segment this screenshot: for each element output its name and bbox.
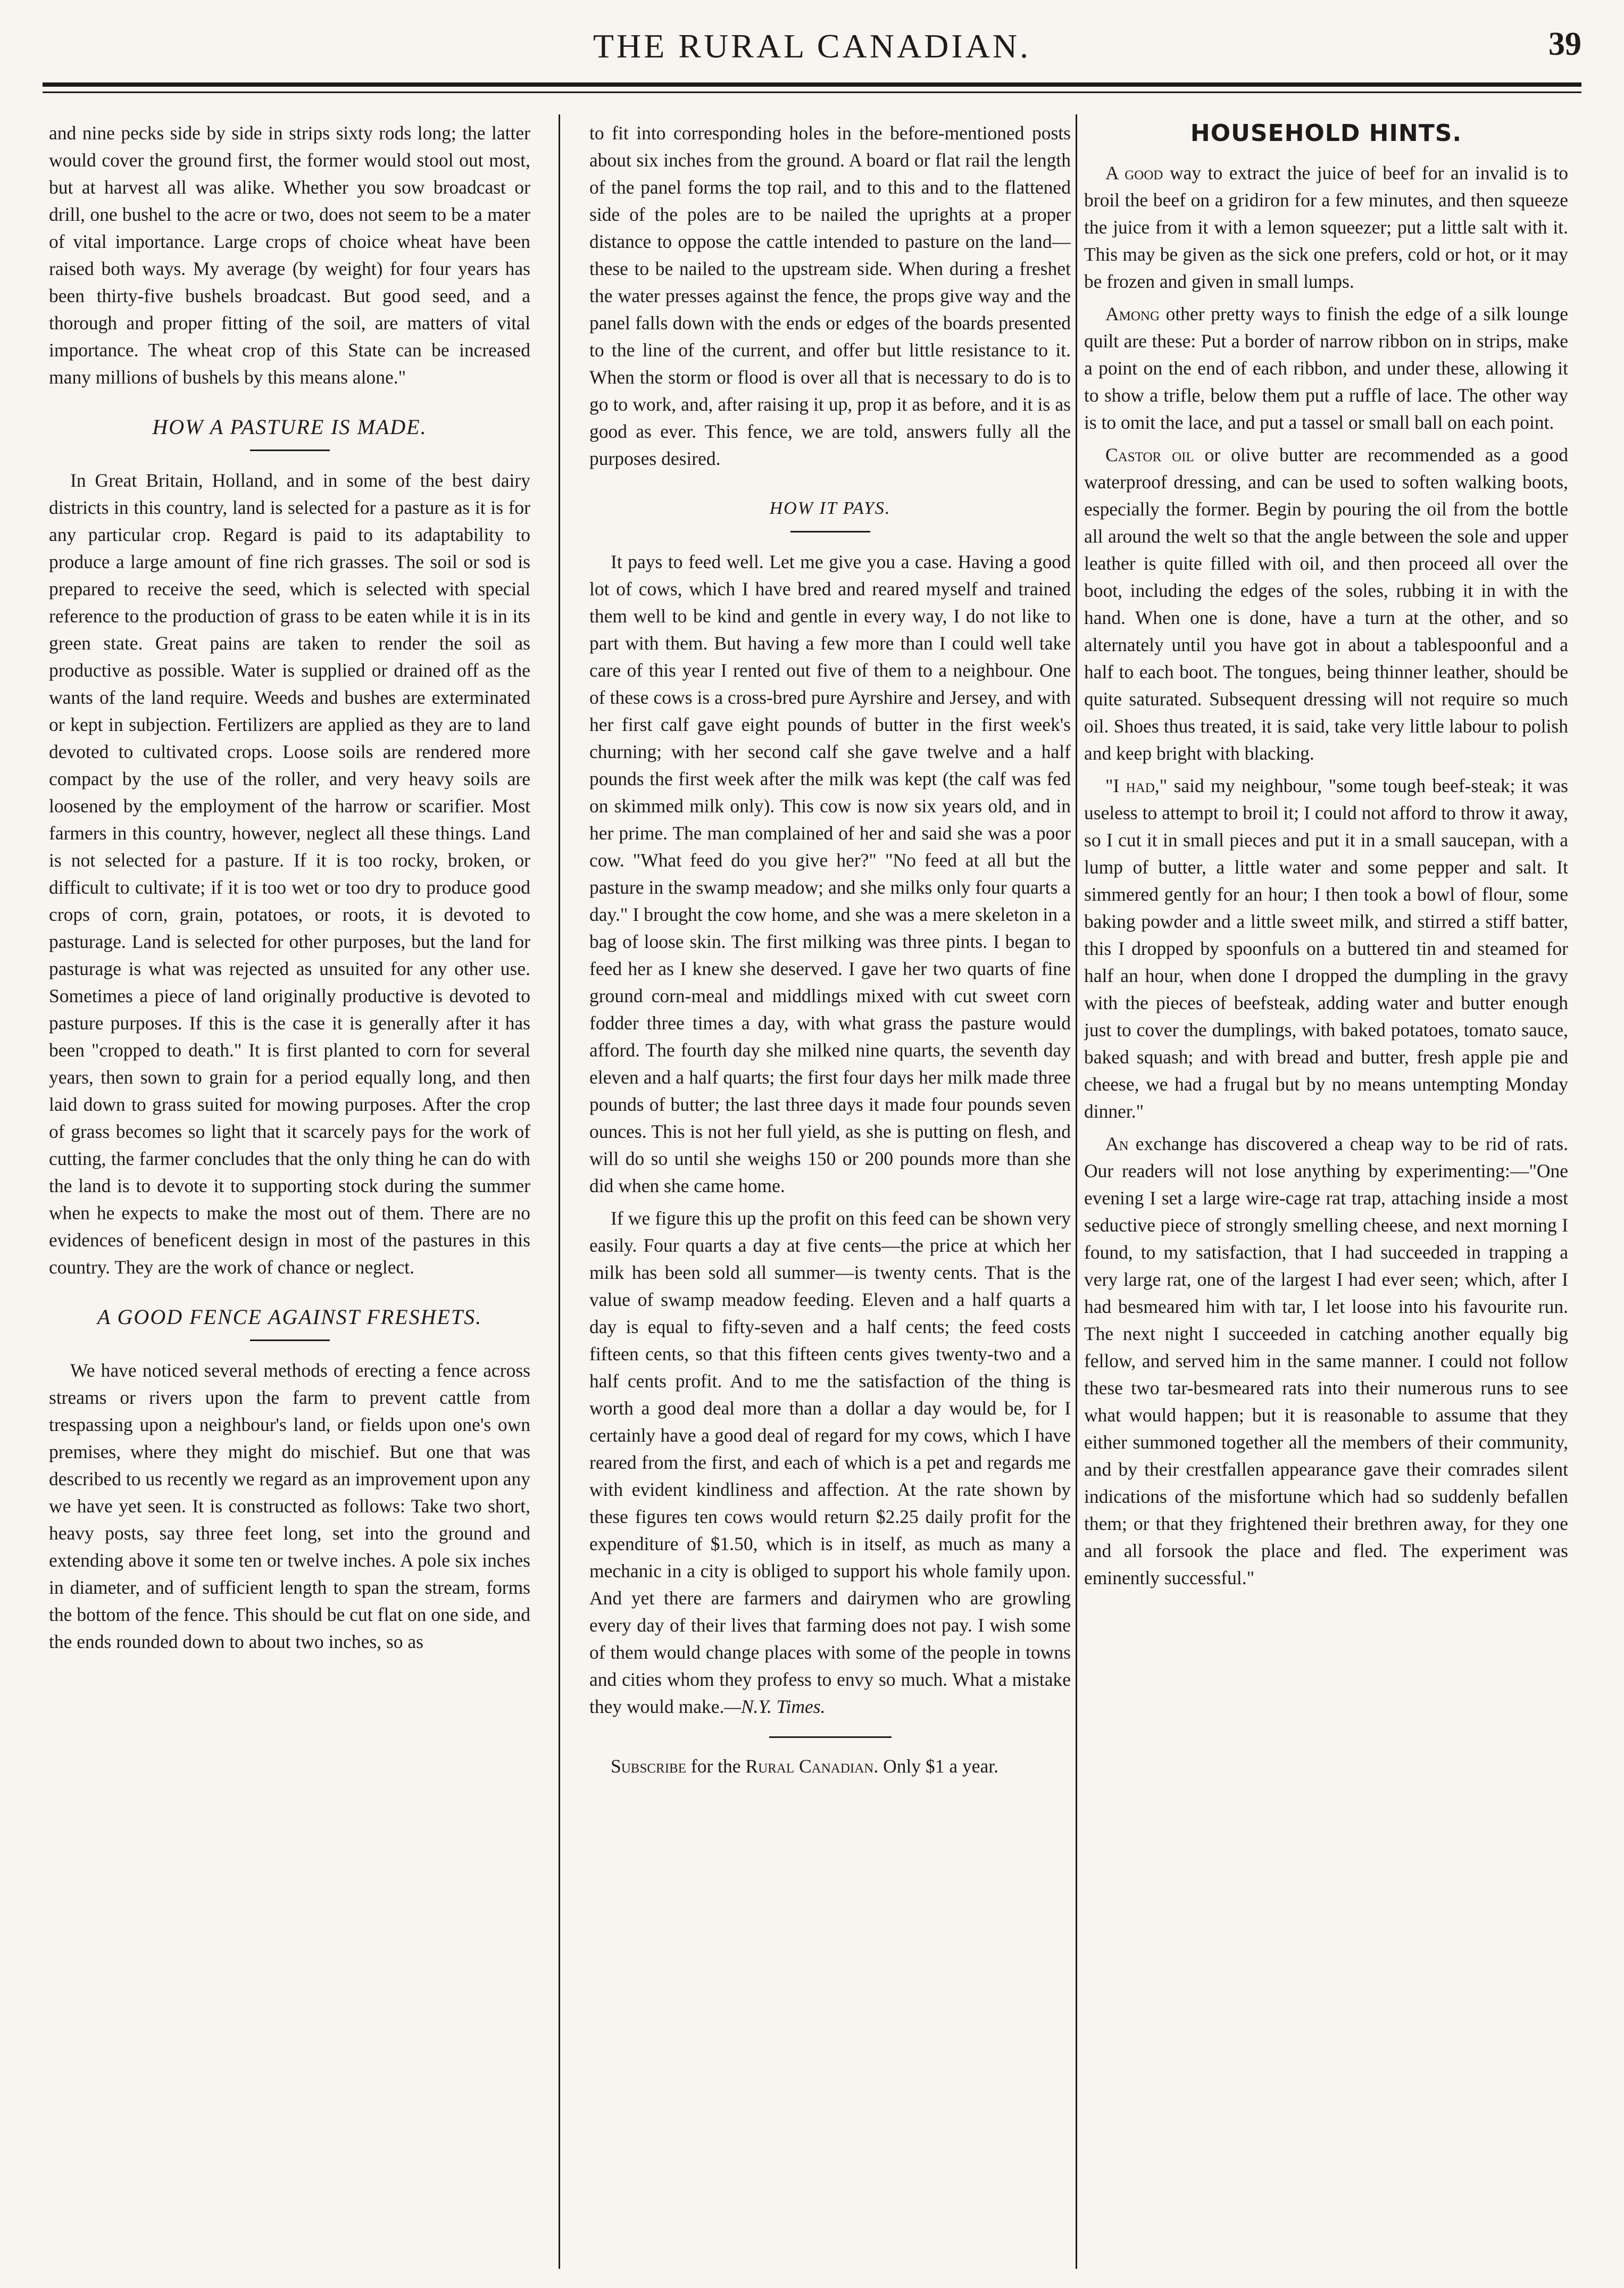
- fence-article-continued: to fit into corresponding holes in the before-mentioned posts about six inches from the ground. A board or flat rail the length of the panel forms the top rail, and to this and to the flattened side of the poles are to be nailed the uprights at a proper distance to oppose the cattle intended to pasture on the land—these to be nailed to the upstream side. When during a freshet the water presses against the fence, the props give way and the panel falls down with the ends or edges of the boards presented to the line of the current, and offer but little resistance to it. When the storm or flood is over all that is necessary to do is to go to work, and, after raising it up, prop it as before, and it is as good as ever. This fence, we are told, answers fully all the purposes desired.: [589, 122, 1071, 469]
- household-hints-title: HOUSEHOLD HINTS.: [1190, 120, 1462, 147]
- hint-text: exchange has discovered a cheap way to be rid of rats. Our readers will not lose anything by experimenting:—"One evening I set a large wire-cage rat trap, attaching inside a most seductive piece of strongly smelling cheese, and next morning I found, to my satisfaction, that I had succeeded in trapping a very large rat, one of the largest I had ever seen; which, after I had besmeared him with tar, I let loose into his favourite run. The next night I succeeded in catching another equally big fellow, and served him in the same manner. I could not follow these two tar-besmeared rats into their numerous runs to see what would happen; but it is reasonable to assume that they either summoned together all the members of their community, and by their crestfallen appearance gave their comrades silent indications of the misfortune which had so suddenly befallen them; or that they frightened their brethren away, for they one and all forsook the place and fled. The experiment was eminently successful.": [1084, 1133, 1568, 1588]
- hint-beefsteak: [1084, 772, 1568, 1125]
- header-rule-thin: [43, 91, 1581, 93]
- pays-article-body-1: It pays to feed well. Let me give you a case. Having a good lot of cows, which I have bred and reared myself and trained them well to be kind and gentle in every way, I do not like to part with them. But having a few more than I could well take care of this year I rented out five of them to a neighbour. One of these cows is a cross-bred pure Ayrshire and Jersey, and with her first calf gave eight pounds of butter in the first week's churning; with her second calf she gave twelve and a half pounds the first week after the milk was kept (the calf was fed on skimmed milk only). This cow is now six years old, and in her prime. The man complained of her and said she was a poor cow. "What feed do you give her?" "No feed at all but the pasture in the swamp meadow; and she milks only four quarts a day." I brought the cow home, and she was a mere skeleton in a bag of loose skin. The first milking was three pints. I began to feed her as I knew she deserved. I gave her two quarts of fine ground corn-meal and middlings mixed with cut sweet corn fodder three times a day, with what grass the pasture would afford. The fourth day she milked nine quarts, the seventh day eleven and a half quarts; the first four days her milk made three pounds of butter; the last three days it made four pounds seven ounces. This is not her full yield, as she is putting on flesh, and will do so until she weighs 150 or 200 pounds more than she did when she came home.: [589, 551, 1071, 1196]
- subscribe-mid: for the: [686, 1755, 746, 1777]
- subscribe-notice: [589, 1753, 1071, 1780]
- pasture-article-title: HOW A PASTURE IS MADE.: [152, 415, 427, 439]
- column-2: [589, 120, 1071, 2264]
- fence-article-title: A GOOD FENCE AGAINST FRESHETS.: [97, 1305, 482, 1329]
- separator-rule: [769, 1736, 892, 1738]
- column-divider-1: [559, 114, 560, 2269]
- hint-castor-oil: [1084, 442, 1568, 767]
- page-header: [43, 11, 1581, 74]
- subscribe-lead: Subscribe: [611, 1755, 686, 1777]
- hint-text: other pretty ways to finish the edge of a silk lounge quilt are these: Put a border of narrow ribbon on in strips, make a point on the end of each ribbon, and under these, allowing it to show a trifle, below them put a ruffle of lace. The other way is to omit the lace, and put a tassel or small ball on each point.: [1084, 303, 1568, 433]
- title-rule: [250, 450, 330, 451]
- fence-article-body: We have noticed several methods of erecting a fence across streams or rivers upon the farm to prevent cattle from trespassing upon a neighbour's land, or fields upon one's own premises, where they might do mischief. But one that was described to us recently we regard as an improvement upon any we have yet seen. It is constructed as follows: Take two short, heavy posts, say three feet long, set into the ground and extending above it some ten or twelve inches. A pole six inches in diameter, and of sufficient length to span the stream, forms the bottom of the fence. This should be cut flat on one side, and the ends rounded down to about two inches, so as: [49, 1360, 530, 1652]
- hint-lead: Among: [1105, 303, 1160, 325]
- pays-article-title: HOW IT PAYS.: [769, 498, 891, 518]
- column-1: [49, 120, 530, 2264]
- header-rule-thick: [43, 82, 1581, 87]
- column-divider-2: [1076, 114, 1077, 2269]
- pays-article-source: —N.Y. Times.: [724, 1696, 826, 1717]
- hint-beef-juice: [1084, 160, 1568, 295]
- hint-text: or olive butter are recommended as a good waterproof dressing, and can be used to soften walking boots, especially the former. Begin by pouring the oil from the bottle all around the welt so that the angle between the sole and upper leather is quite filled with oil, and then proceed all over the boot, including the edges of the soles, rubbing it in with the hand. When one is done, have a turn at the other, and so alternately until you have got in about a tablespoonful and a half to each boot. The tongues, being thinner leather, should be quite saturated. Subsequent dressing will not require so much oil. Shoes thus treated, it is said, take very little labour to polish and keep bright with blacking.: [1084, 444, 1568, 764]
- hint-lead: Castor oil: [1105, 444, 1194, 465]
- hint-lead: A good: [1105, 162, 1163, 184]
- hint-quilt-edge: [1084, 301, 1568, 436]
- pays-article-body-2: [589, 1205, 1071, 1720]
- subscribe-tail: Only $1 a year.: [878, 1755, 998, 1777]
- title-rule: [250, 1339, 330, 1341]
- hint-lead: An: [1105, 1133, 1129, 1154]
- running-title: THE RURAL CANADIAN.: [593, 27, 1031, 65]
- subscribe-name: Rural Canadian.: [745, 1755, 879, 1777]
- pasture-article-body: In Great Britain, Holland, and in some of the best dairy districts in this country, land is selected for a pasture as it is for any particular crop. Regard is paid to its adaptability to produce a large amount of fine rich grasses. The soil or sod is prepared to receive the seed, which is selected with special reference to the production of grass to be eaten while it is in its green state. Great pains are taken to render the soil as productive as possible. Water is supplied or drained off as the wants of the land require. Weeds and bushes are exterminated or kept in subjection. Fertilizers are applied as they are to land devoted to cultivated crops. Loose soils are rendered more compact by the use of the roller, and very heavy soils are loosened by the employment of the harrow or scarifier. Most farmers in this country, however, neglect all these things. Land is not selected for a pasture. If it is too rocky, broken, or difficult to cultivate; if it is too wet or too dry to produce good crops of corn, grain, potatoes, or roots, it is devoted to pasturage. Land is selected for other purposes, but the land for pasturage is what was rejected as unsuited for any other use. Sometimes a piece of land originally productive is devoted to pasture purposes. If this is the case it is generally after it has been "cropped to death." It is first planted to corn for several years, then sown to grain for a period equally long, and then laid down to grass suited for mowing purposes. After the crop of grass becomes so light that it scarcely pays for the work of cutting, the farmer concludes that the only thing he can do with the land is to devote it to supporting stock during the summer when he expects to make the most out of them. There are no evidences of beneficent design in most of the pastures in this country. They are the work of chance or neglect.: [49, 470, 530, 1278]
- hint-text: said my neighbour, "some tough beef-steak; it was useless to attempt to broil it; I could not afford to throw it away, so I cut it in small pieces and put it in a small saucepan, with a lump of butter, a little water and some pepper and salt. It simmered gently for an hour; I then took a bowl of flour, some baking powder and a little sweet milk, and stirred a stiff batter, this I dropped by spoonfuls on a buttered tin and steamed for half an hour, when done I dropped the dumpling in the gravy with the pieces of beefsteak, adding water and butter enough just to cover the dumplings, with baked potatoes, tomato sauce, baked squash; and with bread and butter, fresh apple pie and cheese, we had a frugal but by no means untempting Monday dinner.": [1084, 775, 1568, 1122]
- pays-article-text: If we figure this up the profit on this feed can be shown very easily. Four quarts a day at five cents—the price at which her milk has been sold all summer—is twenty cents. That is the value of swamp meadow feeding. Eleven and a half quarts a day is equal to fifty-seven and a half cents; the feed costs fifteen cents, so that this fifteen cents gives twenty-two and a half cents profit. And to me the satisfaction of the thing is worth a good deal more than a dollar a day would be, for I certainly have a good deal of regard for my cows, which I have reared from the first, and each of which is a pet and regards me with evident kindliness and affection. At the rate shown by these figures ten cows would return $2.25 daily profit for the expenditure of $1.50, which is in itself, as much as many a mechanic in a city is obliged to support his whole family upon. And yet there are farmers and dairymen who are growling every day of their lives that farming does not pay. I wish some of them would change places with some of the people in towns and cities whom they profess to envy so much. What a mistake they would make.: [589, 1208, 1071, 1717]
- wheat-article-ending: and nine pecks side by side in strips sixty rods long; the latter would cover the ground first, the former would stool out most, but at harvest all was alike. Whether you sow broadcast or drill, one bushel to the acre or two, does not seem to be a mater of vital importance. Large crops of choice wheat have been raised both ways. My average (by weight) for four years has been thirty-five bushels broadcast. But good seed, and a thorough and proper fitting of the soil, are matters of vital importance. The wheat crop of this State can be increased many millions of bushels by this means alone.": [49, 122, 530, 388]
- title-rule: [790, 531, 870, 533]
- hint-rats: [1084, 1130, 1568, 1592]
- hint-text: way to extract the juice of beef for an invalid is to broil the beef on a gridiron for a few minutes, and then squeeze the juice from it with a lemon squeezer; put a little salt with it. This may be given as the sick one prefers, cold or hot, or it may be frozen and given in small lumps.: [1084, 162, 1568, 292]
- column-3: [1084, 120, 1568, 2264]
- page-number: 39: [1548, 26, 1581, 62]
- hint-lead: "I had,": [1105, 775, 1168, 796]
